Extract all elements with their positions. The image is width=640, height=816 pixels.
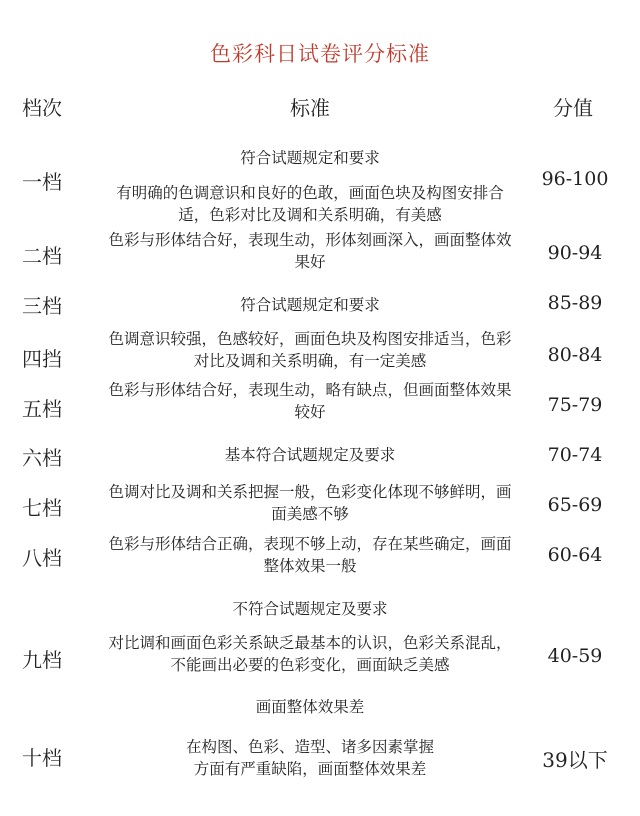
score-range: 70-74 [547, 444, 603, 466]
grade-description [95, 533, 525, 577]
grade-label: 六档 [22, 446, 62, 470]
grade-description [95, 481, 525, 525]
score-range: 65-69 [547, 494, 603, 516]
score-range: 60-64 [547, 544, 603, 566]
description-line: 有明确的色调意识和良好的色敢，画面色块及构图安排合 [116, 184, 504, 202]
grade-description [95, 736, 525, 780]
description-line: 果好 [294, 253, 326, 271]
description-line: 色彩与形体结合正确，表现不够上动，存在某些确定，画面 [108, 535, 512, 553]
score-range: 39以下 [542, 748, 608, 772]
description-line: 对比及调和关系明确，有一定美感 [193, 352, 427, 370]
grade-description [95, 182, 525, 226]
requirement-heading: 符合试题规定和要求 [240, 149, 380, 167]
header-grade: 档次 [22, 96, 62, 120]
description-line: 在构图、色彩、造型、诸多因素掌握 [185, 738, 434, 756]
score-range: 75-79 [547, 394, 603, 416]
grade-label: 一档 [22, 170, 62, 194]
requirement-heading: 符合试题规定和要求 [240, 296, 380, 314]
description-line: 整体效果一般 [263, 557, 357, 575]
requirement-heading: 不符合试题规定及要求 [232, 600, 388, 618]
grade-label: 二档 [22, 244, 62, 268]
grade-description [95, 379, 525, 423]
grade-label: 三档 [22, 294, 62, 318]
grade-label: 四挡 [22, 347, 62, 371]
score-range: 90-94 [547, 242, 603, 264]
score-range: 40-59 [547, 645, 603, 667]
description-line: 对比调和画面色彩关系缺乏最基本的认识，色彩关系混乱， [108, 634, 512, 652]
grade-label: 八档 [22, 546, 62, 570]
description-line: 不能画出必要的色彩变化，画面缺乏美感 [170, 656, 450, 674]
grade-description [95, 328, 525, 372]
grade-label: 五档 [22, 397, 62, 421]
description-line: 适，色彩对比及调和关系明确，有美感 [178, 206, 442, 224]
description-line: 色彩与形体结合好，表现生动，形体刻画深入，画面整体效 [108, 231, 512, 249]
grade-description [95, 229, 525, 273]
grade-label: 七档 [22, 496, 62, 520]
header-standard: 标准 [290, 96, 330, 120]
description-line: 色调对比及调和关系把握一般，色彩变化体现不够鲜明，画 [108, 483, 512, 501]
requirement-heading: 基本符合试题规定及要求 [224, 446, 396, 464]
page-title: 色彩科日试卷评分标准 [210, 42, 430, 66]
description-line: 色彩与形体结合好，表现生动，略有缺点，但画面整体效果 [108, 381, 512, 399]
requirement-heading: 画面整体效果差 [255, 698, 365, 716]
score-range: 80-84 [547, 344, 603, 366]
grade-label: 十档 [22, 746, 62, 770]
score-range: 96-100 [541, 168, 609, 190]
grade-label: 九档 [22, 648, 62, 672]
score-range: 85-89 [547, 292, 603, 314]
description-line: 方面有严重缺陷，画面整体效果差 [193, 760, 427, 778]
description-line: 色调意识较强，色感较好，画面色块及构图安排适当，色彩 [108, 330, 512, 348]
header-score: 分值 [553, 96, 593, 120]
description-line: 较好 [294, 403, 326, 421]
grade-description [95, 632, 525, 676]
description-line: 面美感不够 [271, 505, 349, 523]
